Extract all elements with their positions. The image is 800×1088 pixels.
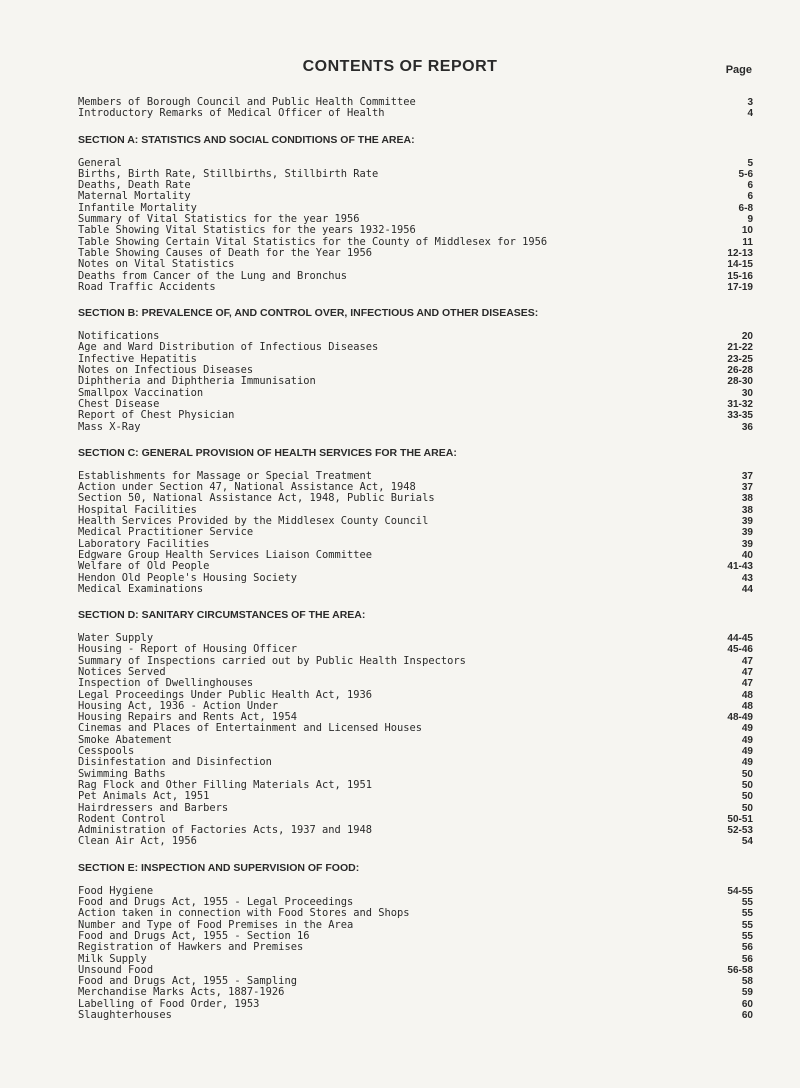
toc-entry <box>78 527 753 538</box>
toc-entry-page: 6-8 <box>738 202 753 214</box>
toc-entry-page: 48-49 <box>727 712 753 724</box>
toc-entry-page: 55 <box>741 930 753 942</box>
toc-entry-title: Food and Drugs Act, 1955 - Sampling <box>78 976 297 988</box>
toc-entry-page: 9 <box>747 214 753 226</box>
toc-entry-title: Legal Proceedings Under Public Health Act, 1936 <box>78 689 373 701</box>
toc-entry-page: 6 <box>747 191 753 203</box>
toc-entry-title: Smoke Abatement <box>78 734 172 746</box>
toc-entry-page: 54 <box>741 836 753 848</box>
toc-entry-page: 5-6 <box>738 168 753 180</box>
toc-entry-title: Hairdressers and Barbers <box>78 802 229 814</box>
toc-entry-page: 37 <box>741 482 753 494</box>
toc-entry <box>78 999 753 1010</box>
toc-entry-title: Rag Flock and Other Filling Materials Act, 1951 <box>78 779 373 791</box>
toc-entry-page: 23-25 <box>727 353 753 365</box>
toc-entry-title: Medical Examinations <box>78 583 204 595</box>
toc-entry <box>78 690 753 701</box>
toc-entry-page: 47 <box>741 666 753 678</box>
toc-entry <box>78 897 753 908</box>
toc-entry-title: Notifications <box>78 331 160 343</box>
toc-entry-page: 49 <box>741 734 753 746</box>
toc-entry <box>78 399 753 410</box>
toc-entry <box>78 271 753 282</box>
toc-entry-title: Number and Type of Food Premises in the Area <box>78 919 354 931</box>
toc-entry <box>78 388 753 399</box>
toc-entry-page: 17-19 <box>727 281 753 293</box>
table-of-contents <box>78 97 753 1021</box>
toc-entry <box>78 539 753 550</box>
toc-entry-page: 44-45 <box>727 633 753 645</box>
toc-entry-title: Mass X-Ray <box>78 421 141 433</box>
toc-entry-page: 14-15 <box>727 259 753 271</box>
toc-entry-page: 58 <box>741 976 753 988</box>
toc-entry-title: Deaths from Cancer of the Lung and Bronchus <box>78 270 347 282</box>
toc-entry <box>78 965 753 976</box>
toc-entry-title: Swimming Baths <box>78 768 166 780</box>
toc-entry <box>78 803 753 814</box>
toc-entry-page: 40 <box>741 549 753 561</box>
toc-entry-page: 37 <box>741 470 753 482</box>
toc-entry-title: Welfare of Old People <box>78 561 210 573</box>
toc-entry-title: Registration of Hawkers and Premises <box>78 942 304 954</box>
toc-entry-title: Table Showing Certain Vital Statistics for the County of Middlesex for 1956 <box>78 236 548 248</box>
toc-entry-title: Housing Repairs and Rents Act, 1954 <box>78 712 297 724</box>
toc-entry-title: Summary of Inspections carried out by Public Health Inspectors <box>78 655 466 667</box>
toc-entry <box>78 376 753 387</box>
toc-entry <box>78 1010 753 1021</box>
toc-entry-title: Notices Served <box>78 666 166 678</box>
toc-entry-title: Inspection of Dwellinghouses <box>78 678 254 690</box>
toc-entry-title: Births, Birth Rate, Stillbirths, Stillbirth Rate <box>78 168 379 180</box>
toc-entry-page: 48 <box>741 700 753 712</box>
toc-entry-page: 56-58 <box>727 964 753 976</box>
toc-entry-title: Unsound Food <box>78 964 154 976</box>
toc-entry <box>78 908 753 919</box>
section-heading: SECTION A: STATISTICS AND SOCIAL CONDITIONS OF THE AREA: <box>78 133 415 146</box>
toc-entry <box>78 814 753 825</box>
toc-entry-title: Clean Air Act, 1956 <box>78 836 197 848</box>
toc-entry <box>78 712 753 723</box>
toc-entry <box>78 836 753 847</box>
toc-entry-title: Food Hygiene <box>78 885 154 897</box>
page-column-header: Page <box>725 64 752 76</box>
toc-entry <box>78 723 753 734</box>
toc-entry <box>78 791 753 802</box>
toc-entry-page: 54-55 <box>727 885 753 897</box>
toc-entry <box>78 471 753 482</box>
toc-entry-title: Section 50, National Assistance Act, 1948, Public Burials <box>78 493 435 505</box>
toc-entry-page: 60 <box>741 1010 753 1021</box>
toc-entry-title: Housing - Report of Housing Officer <box>78 644 297 656</box>
toc-entry-page: 50-51 <box>727 813 753 825</box>
toc-entry <box>78 180 753 191</box>
toc-entry-page: 56 <box>741 942 753 954</box>
toc-entry-title: Smallpox Vaccination <box>78 387 204 399</box>
toc-entry-title: Maternal Mortality <box>78 191 191 203</box>
toc-entry <box>78 886 753 897</box>
toc-entry <box>78 954 753 965</box>
toc-entry <box>78 746 753 757</box>
toc-entry <box>78 516 753 527</box>
toc-entry-page: 49 <box>741 746 753 758</box>
toc-entry-title: Merchandise Marks Acts, 1887-1926 <box>78 987 285 999</box>
toc-entry-page: 59 <box>741 987 753 999</box>
toc-entry-page: 39 <box>741 538 753 550</box>
toc-entry <box>78 735 753 746</box>
toc-entry-page: 10 <box>741 225 753 237</box>
toc-entry-page: 48 <box>741 689 753 701</box>
toc-entry-page: 49 <box>741 723 753 735</box>
toc-entry-page: 47 <box>741 655 753 667</box>
toc-entry <box>78 573 753 584</box>
toc-entry-page: 43 <box>741 572 753 584</box>
toc-entry <box>78 987 753 998</box>
toc-entry-page: 30 <box>741 387 753 399</box>
toc-entry-page: 55 <box>741 908 753 920</box>
toc-entry-title: Report of Chest Physician <box>78 410 235 422</box>
toc-entry-title: Administration of Factories Acts, 1937 and 1948 <box>78 825 373 837</box>
toc-entry-title: Food and Drugs Act, 1955 - Section 16 <box>78 930 310 942</box>
section-heading: SECTION B: PREVALENCE OF, AND CONTROL OVER, INFECTIOUS AND OTHER DISEASES: <box>78 307 539 320</box>
toc-entry <box>78 550 753 561</box>
toc-entry-title: Table Showing Vital Statistics for the years 1932-1956 <box>78 225 416 237</box>
toc-entry-title: Laboratory Facilities <box>78 538 210 550</box>
toc-entry-page: 26-28 <box>727 365 753 377</box>
toc-entry-page: 12-13 <box>727 247 753 259</box>
toc-entry <box>78 422 753 433</box>
toc-entry-title: Rodent Control <box>78 813 166 825</box>
toc-entry-title: Pet Animals Act, 1951 <box>78 791 210 803</box>
toc-entry-title: Infective Hepatitis <box>78 353 197 365</box>
toc-entry <box>78 561 753 572</box>
toc-entry <box>78 769 753 780</box>
toc-entry-page: 4 <box>747 108 753 120</box>
toc-entry-title: Age and Ward Distribution of Infectious Diseases <box>78 342 379 354</box>
toc-entry-page: 50 <box>741 791 753 803</box>
toc-entry-page: 45-46 <box>727 644 753 656</box>
toc-entry-page: 21-22 <box>727 342 753 354</box>
toc-entry-title: Hospital Facilities <box>78 504 197 516</box>
toc-entry-title: Road Traffic Accidents <box>78 281 216 293</box>
toc-entry-page: 11 <box>742 236 753 248</box>
toc-entry-title: Milk Supply <box>78 953 147 965</box>
toc-entry <box>78 203 753 214</box>
page-title: CONTENTS OF REPORT <box>302 58 498 75</box>
toc-entry-title: Food and Drugs Act, 1955 - Legal Proceedings <box>78 897 354 909</box>
toc-entry-page: 6 <box>747 180 753 192</box>
toc-entry-title: Labelling of Food Order, 1953 <box>78 998 260 1010</box>
toc-entry-title: Establishments for Massage or Special Treatment <box>78 470 373 482</box>
toc-entry-page: 60 <box>741 998 753 1010</box>
toc-entry-page: 50 <box>741 802 753 814</box>
toc-entry-page: 50 <box>741 768 753 780</box>
toc-entry-title: General <box>78 157 122 169</box>
toc-entry-title: Edgware Group Health Services Liaison Committee <box>78 549 373 561</box>
toc-entry-title: Notes on Vital Statistics <box>78 259 235 271</box>
toc-entry-title: Introductory Remarks of Medical Officer of Health <box>78 108 385 120</box>
toc-entry <box>78 678 753 689</box>
toc-entry <box>78 169 753 180</box>
toc-entry-title: Action taken in connection with Food Stores and Shops <box>78 908 410 920</box>
toc-entry-page: 50 <box>741 779 753 791</box>
section-heading: SECTION D: SANITARY CIRCUMSTANCES OF THE AREA: <box>78 609 366 622</box>
toc-entry-page: 36 <box>741 421 753 433</box>
toc-entry-page: 20 <box>741 331 753 343</box>
toc-entry <box>78 97 753 108</box>
toc-entry <box>78 259 753 270</box>
toc-entry-title: Diphtheria and Diphtheria Immunisation <box>78 376 316 388</box>
toc-entry-title: Members of Borough Council and Public Health Committee <box>78 97 416 108</box>
toc-entry <box>78 656 753 667</box>
toc-entry <box>78 633 753 644</box>
toc-entry-title: Action under Section 47, National Assistance Act, 1948 <box>78 482 416 494</box>
toc-entry <box>78 780 753 791</box>
toc-entry <box>78 237 753 248</box>
toc-entry-title: Chest Disease <box>78 398 160 410</box>
toc-entry-page: 55 <box>741 919 753 931</box>
toc-entry-page: 3 <box>747 97 753 108</box>
toc-entry-title: Slaughterhouses <box>78 1010 172 1021</box>
toc-entry <box>78 825 753 836</box>
toc-entry <box>78 331 753 342</box>
toc-entry-title: Housing Act, 1936 - Action Under <box>78 700 279 712</box>
toc-entry-title: Cesspools <box>78 746 135 758</box>
toc-entry-title: Disinfestation and Disinfection <box>78 757 272 769</box>
toc-entry-page: 49 <box>741 757 753 769</box>
toc-entry-page: 31-32 <box>727 398 753 410</box>
toc-entry-page: 39 <box>741 516 753 528</box>
toc-entry <box>78 282 753 293</box>
toc-entry-title: Health Services Provided by the Middlesex County Council <box>78 516 429 528</box>
toc-entry <box>78 191 753 202</box>
toc-entry-page: 47 <box>741 678 753 690</box>
toc-entry-page: 52-53 <box>727 825 753 837</box>
toc-entry <box>78 667 753 678</box>
toc-entry <box>78 342 753 353</box>
toc-entry <box>78 505 753 516</box>
toc-entry-title: Deaths, Death Rate <box>78 180 191 192</box>
toc-entry <box>78 584 753 595</box>
toc-entry-page: 41-43 <box>727 561 753 573</box>
toc-entry-title: Medical Practitioner Service <box>78 527 254 539</box>
toc-entry <box>78 942 753 953</box>
toc-entry-page: 28-30 <box>727 376 753 388</box>
toc-entry <box>78 354 753 365</box>
toc-entry <box>78 225 753 236</box>
toc-entry <box>78 644 753 655</box>
toc-entry-page: 38 <box>741 493 753 505</box>
toc-entry <box>78 365 753 376</box>
toc-entry <box>78 931 753 942</box>
toc-entry-title: Hendon Old People's Housing Society <box>78 572 297 584</box>
toc-entry-title: Table Showing Causes of Death for the Year 1956 <box>78 247 373 259</box>
toc-entry-title: Infantile Mortality <box>78 202 197 214</box>
toc-entry <box>78 701 753 712</box>
toc-entry-page: 44 <box>741 583 753 595</box>
toc-entry <box>78 482 753 493</box>
toc-entry-page: 33-35 <box>727 410 753 422</box>
toc-entry-page: 39 <box>741 527 753 539</box>
toc-entry-title: Water Supply <box>78 633 154 645</box>
toc-entry-page: 5 <box>747 157 753 169</box>
toc-entry-page: 15-16 <box>727 270 753 282</box>
toc-entry-title: Notes on Infectious Diseases <box>78 365 254 377</box>
toc-entry <box>78 920 753 931</box>
toc-entry-page: 38 <box>741 504 753 516</box>
toc-entry <box>78 214 753 225</box>
toc-entry-page: 55 <box>741 897 753 909</box>
toc-entry-title: Cinemas and Places of Entertainment and Licensed Houses <box>78 723 423 735</box>
toc-entry <box>78 757 753 768</box>
section-heading: SECTION E: INSPECTION AND SUPERVISION OF FOOD: <box>78 861 360 874</box>
toc-entry <box>78 158 753 169</box>
toc-entry-page: 56 <box>741 953 753 965</box>
section-heading: SECTION C: GENERAL PROVISION OF HEALTH SERVICES FOR THE AREA: <box>78 446 457 459</box>
toc-entry <box>78 248 753 259</box>
toc-entry <box>78 976 753 987</box>
toc-entry-title: Summary of Vital Statistics for the year 1956 <box>78 214 360 226</box>
toc-entry <box>78 410 753 421</box>
toc-entry <box>78 493 753 504</box>
toc-entry <box>78 108 753 119</box>
